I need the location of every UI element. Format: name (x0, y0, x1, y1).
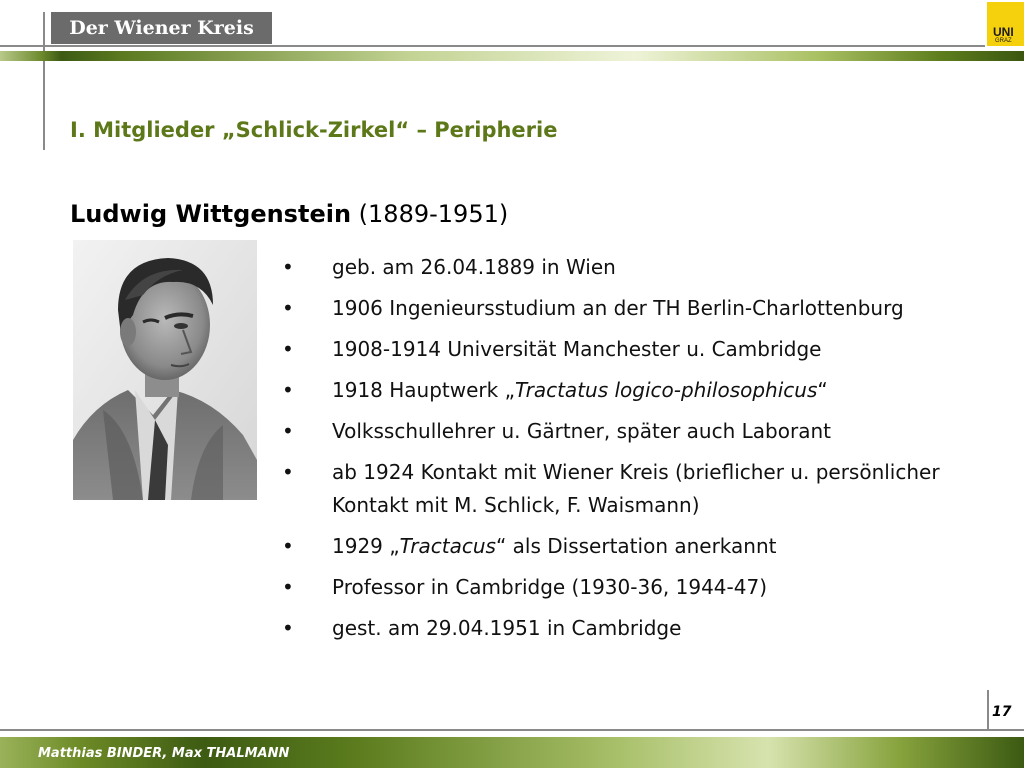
bullet-marker: • (282, 460, 294, 484)
bullet-text: ab 1924 Kontakt mit Wiener Kreis (brieflicher u. persönlicher Kontakt mit M. Schlick, F. Waismann) (332, 460, 940, 517)
bullet-text-before: 1918 Hauptwerk „ (332, 378, 515, 402)
portrait-image (73, 240, 257, 500)
bullet-list (282, 251, 982, 653)
bullet-text: 1908-1914 Universität Manchester u. Cambridge (332, 337, 822, 361)
bullet-marker: • (282, 255, 294, 279)
logo-text-graz: GRAZ (995, 38, 1012, 44)
work-title: Tractacus (399, 534, 496, 558)
person-years: (1889-1951) (358, 200, 509, 228)
bullet-item (282, 571, 982, 604)
bullet-text: Volksschullehrer u. Gärtner, später auch Laborant (332, 419, 831, 443)
bullet-marker: • (282, 419, 294, 443)
footer-vertical-rule (987, 690, 989, 730)
portrait-photo (73, 240, 257, 500)
bullet-marker: • (282, 378, 294, 402)
bullet-marker: • (282, 534, 294, 558)
footer-authors: Matthias BINDER, Max THALMANN (38, 746, 290, 761)
person-name: Ludwig Wittgenstein (70, 200, 352, 228)
university-logo (987, 2, 1024, 46)
bullet-marker: • (282, 296, 294, 320)
footer-horizontal-rule (0, 729, 1024, 731)
bullet-text: gest. am 29.04.1951 in Cambridge (332, 616, 682, 640)
person-title (70, 200, 508, 228)
bullet-text: geb. am 26.04.1889 in Wien (332, 255, 616, 279)
section-heading: I. Mitglieder „Schlick-Zirkel“ – Peripherie (70, 118, 558, 142)
bullet-item (282, 251, 982, 284)
page-number: 17 (992, 704, 1012, 720)
bullet-marker: • (282, 337, 294, 361)
bullet-text: 1906 Ingenieursstudium an der TH Berlin-Charlottenburg (332, 296, 904, 320)
bullet-item (282, 612, 982, 645)
work-title: Tractatus logico-philosophicus (514, 378, 818, 402)
bullet-text-after: “ (817, 378, 828, 402)
header-green-band (0, 51, 1024, 61)
header-vertical-rule (43, 12, 45, 150)
deck-title: Der Wiener Kreis (51, 12, 272, 44)
bullet-item (282, 530, 982, 563)
logo-text-uni: UNI (993, 25, 1014, 39)
header-horizontal-rule (0, 45, 985, 47)
bullet-item (282, 456, 982, 522)
bullet-item (282, 415, 982, 448)
bullet-text: Professor in Cambridge (1930-36, 1944-47) (332, 575, 767, 599)
bullet-marker: • (282, 616, 294, 640)
bullet-item (282, 292, 982, 325)
bullet-marker: • (282, 575, 294, 599)
bullet-text-before: 1929 „ (332, 534, 400, 558)
bullet-item (282, 333, 982, 366)
bullet-text-after: “ als Dissertation anerkannt (495, 534, 777, 558)
bullet-item (282, 374, 982, 407)
